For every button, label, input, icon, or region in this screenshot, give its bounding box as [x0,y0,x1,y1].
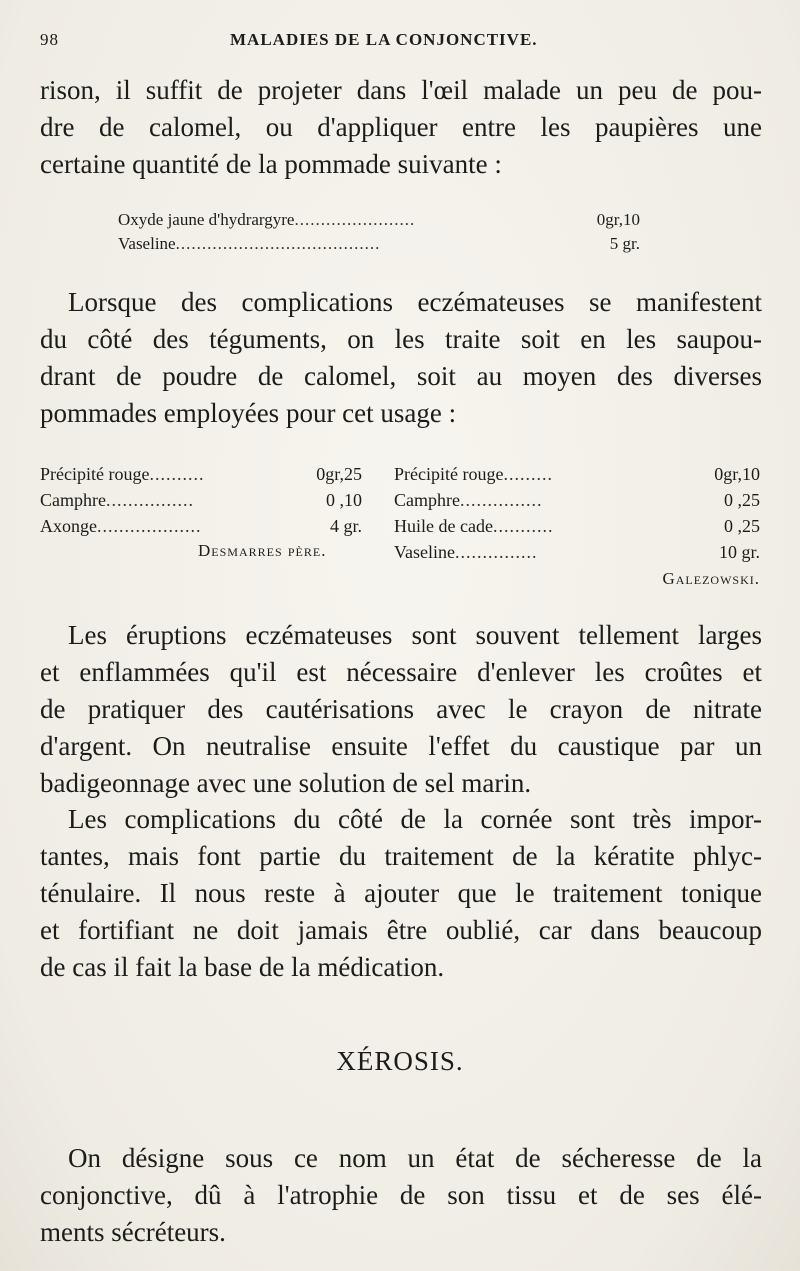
text-line: Lorsque des complications eczémateuses se manifestent [68,287,762,317]
formula-desmarres [40,461,362,560]
formula-row [394,513,760,539]
formula-quantity: 10 gr. [718,542,760,562]
text-line: ments sécréteurs. [40,1217,226,1247]
formula-quantity: 0gr,25 [316,464,362,484]
text-line: On désigne sous ce nom un état de sécheresse de la [68,1143,762,1173]
formula-item: Camphre................ [40,490,194,510]
formula-row [118,208,640,232]
page-header [40,30,760,58]
formula-author: Desmarres père. [198,541,327,560]
formula-quantity: 0gr,10 [596,210,640,229]
formula-item: Axonge................... [40,516,202,536]
text-line: rison, il suffit de projeter dans l'œil malade un peu de pou- [40,75,762,105]
page-number: 98 [40,30,59,49]
text-line: d'argent. On neutralise ensuite l'effet du caustique par un [40,731,762,761]
formula-galezowski [394,461,760,588]
formula-row [40,487,362,513]
paragraph-eruptions [40,617,762,802]
text-line: de pratiquer des cautérisations avec le crayon de nitrate [40,694,762,724]
text-line: tantes, mais font partie du traitement de la kératite phlyc- [40,841,762,871]
text-line: badigeonnage avec une solution de sel marin. [40,768,532,798]
text-line: de cas il fait la base de la médication. [40,952,445,982]
formula-item: Vaseline............... [394,542,538,562]
running-title: MALADIES DE LA CONJONCTIVE. [230,30,538,49]
text-line: et enflammées qu'il est nécessaire d'enlever les croûtes et [40,657,762,687]
section-heading: XÉROSIS. [336,1046,464,1076]
formula-row [40,461,362,487]
formula-quantity: 0 ,10 [326,490,362,510]
paragraph-xerosis [40,1140,762,1251]
formula-quantity: 5 gr. [609,234,640,253]
text-line: Les complications du côté de la cornée sont très impor- [68,804,762,834]
formula-item: Oxyde jaune d'hydrargyre....................... [118,210,416,229]
text-line: conjonctive, dû à l'atrophie de son tissu et de ses élé- [40,1180,762,1210]
paragraph-cornea [40,801,762,986]
text-line: certaine quantité de la pommade suivante : [40,149,502,179]
formula-ointment [118,208,640,256]
formula-item: Huile de cade........... [394,516,554,536]
text-line: ténulaire. Il nous reste à ajouter que le traitement tonique [40,878,762,908]
formula-item: Précipité rouge.......... [40,464,205,484]
formula-quantity: 0gr,10 [714,464,760,484]
text-line: Les éruptions eczémateuses sont souvent tellement larges [68,620,762,650]
formula-row [118,232,640,256]
paragraph-eczema [40,284,762,432]
text-line: du côté des téguments, on les traite soit en les saupou- [40,324,762,354]
formula-row [394,539,760,565]
formula-item: Camphre............... [394,490,543,510]
formula-item: Précipité rouge......... [394,464,553,484]
text-line: drant de poudre de calomel, soit au moyen des diverses [40,361,762,391]
formula-row [394,461,760,487]
formula-item: Vaseline....................................... [118,234,381,253]
formula-author: Galezowski. [662,569,760,588]
paragraph-calomel [40,72,762,183]
formula-quantity: 0 ,25 [724,490,760,510]
formula-quantity: 4 gr. [329,516,362,536]
formula-row [394,487,760,513]
text-line: dre de calomel, ou d'appliquer entre les paupières une [40,112,762,142]
formula-row [40,513,362,539]
formula-quantity: 0 ,25 [724,516,760,536]
text-line: et fortifiant ne doit jamais être oublié, car dans beaucoup [40,915,762,945]
text-line: pommades employées pour cet usage : [40,398,457,428]
